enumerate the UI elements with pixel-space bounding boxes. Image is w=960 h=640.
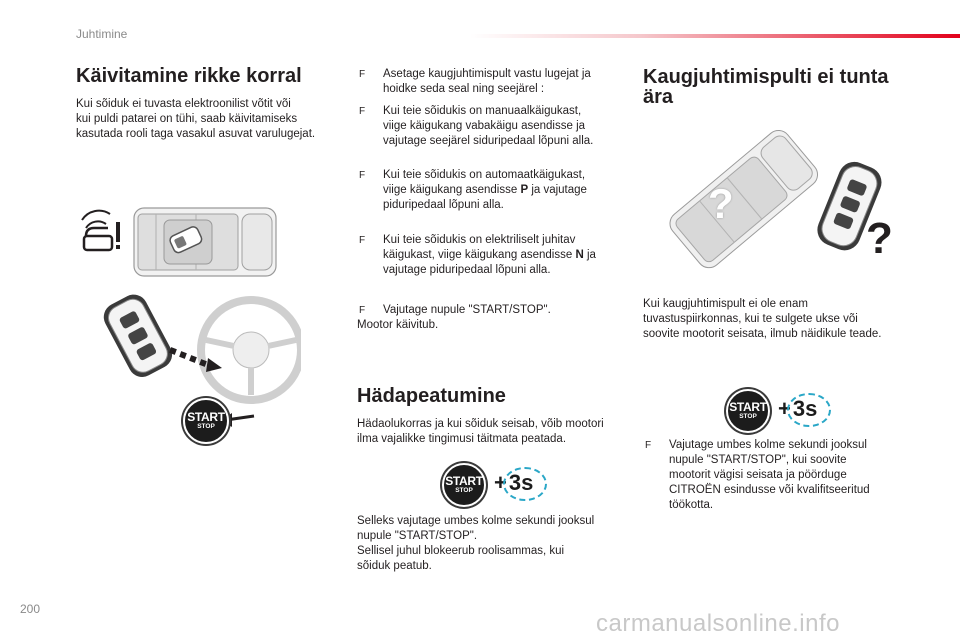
- bullet-line: töökotta.: [669, 499, 714, 511]
- bullet-line: piduripedaal lõpuni alla.: [383, 199, 504, 211]
- left-intro-line: kasutada rooli taga vasakul asuvat varulugejat.: [76, 128, 316, 140]
- bullet-line: Vajutage umbes kolme sekundi jooksul: [669, 439, 867, 451]
- question-mark-icon: ?: [866, 214, 893, 263]
- bullet-line: mootorit vägisi seisata ja pöörduge: [669, 469, 847, 481]
- start-stop-button-middle: [442, 463, 486, 507]
- start-label: START: [187, 410, 225, 424]
- bullet-line: Kui teie sõidukis on manuaalkäigukast,: [383, 105, 582, 117]
- right-text-line: tuvastuspiirkonnas, kui te sulgete ukse või: [643, 313, 858, 325]
- bullet-4: [357, 233, 596, 278]
- bullet-line: vajutage piduripedaal lõpuni alla.: [383, 264, 551, 276]
- remote-key: [99, 290, 177, 382]
- bullet-line: viige käigukang vabakäigu asendisse ja: [383, 120, 586, 132]
- stop-label: STOP: [455, 487, 473, 494]
- plus-sign: +: [778, 396, 791, 421]
- bullet-mark: F: [359, 69, 366, 80]
- bullet-line: Vajutage nupule "START/STOP".: [383, 304, 551, 316]
- bullet-mark: F: [359, 305, 366, 316]
- right-title-line: ära: [643, 86, 674, 108]
- start-label: START: [729, 400, 767, 414]
- right-text: [643, 297, 881, 342]
- emergency-text-line: Selleks vajutage umbes kolme sekundi jooksul: [357, 515, 595, 527]
- bullet-mark: F: [359, 106, 366, 117]
- emergency-intro-line: Hädaolukorras ja kui sõiduk seisab, võib mootori: [357, 418, 604, 430]
- right-bullet: [643, 438, 870, 513]
- van-top-view: [134, 208, 276, 276]
- emergency-intro-line: ilma vajalikke tingimusi täitmata peatada.: [357, 433, 567, 445]
- start-stop-button-right: [726, 389, 770, 433]
- bullet-mark: F: [645, 440, 652, 451]
- bullet-line: viige käigukang asendisse P ja vajutage: [383, 184, 587, 196]
- key-warning-icon: [82, 211, 120, 250]
- bullet-line: hoidke seda seal ning seejärel :: [383, 83, 545, 95]
- header-accent-bar: [470, 34, 960, 38]
- start-stop-button-left: [183, 398, 229, 444]
- emergency-intro: [357, 417, 604, 447]
- bullet-line: nupule "START/STOP", kui soovite: [669, 454, 847, 466]
- steering-wheel: [201, 300, 301, 400]
- dotted-arrow: [169, 347, 222, 372]
- watermark: carmanualsonline.info: [596, 610, 840, 637]
- emergency-text-line: sõiduk peatub.: [357, 560, 432, 572]
- seconds-label: 3s: [792, 396, 818, 421]
- plus-3s-badge-right: [778, 396, 819, 422]
- seconds-label: 3s: [508, 470, 534, 495]
- bullet-line: käigukast, viige käigukang asendisse N ja: [383, 249, 596, 261]
- left-intro-line: kui puldi patarei on tühi, saab käivitamiseks: [76, 113, 298, 125]
- right-title-line: Kaugjuhtimispulti ei tunta: [643, 66, 889, 88]
- bullet-1: [357, 67, 591, 97]
- stop-label: STOP: [197, 423, 215, 430]
- van-angled-view: [665, 126, 822, 273]
- section-header: Juhtimine: [76, 27, 128, 41]
- van-remote-question-illustration: [648, 125, 898, 280]
- stop-label: STOP: [739, 413, 757, 420]
- bullet-line: CITROËN esindusse või kvalifitseeritud: [669, 484, 870, 496]
- bullet-line: Kui teie sõidukis on elektriliselt juhitav: [383, 234, 576, 246]
- left-intro: [76, 97, 315, 142]
- plus-sign: +: [494, 470, 507, 495]
- bullet-line: Kui teie sõidukis on automaatkäigukast,: [383, 169, 586, 181]
- motor-starts: Mootor käivitub.: [357, 319, 439, 331]
- page-number: 200: [20, 602, 41, 616]
- bullet-mark: F: [359, 170, 366, 181]
- left-title: Käivitamine rikke korral: [76, 65, 302, 87]
- bullet-line: Asetage kaugjuhtimispult vastu lugejat ja: [383, 68, 591, 80]
- question-mark-on-van: ?: [708, 180, 734, 227]
- bullet-line: vajutage seejärel siduripedaal lõpuni alla.: [383, 135, 594, 147]
- start-label: START: [445, 474, 483, 488]
- right-text-line: soovite mootorit seisata, ilmub näidikule teade.: [643, 328, 882, 340]
- plus-3s-badge-middle: [494, 470, 535, 496]
- left-intro-line: Kui sõiduk ei tuvasta elektroonilist võtit või: [76, 98, 291, 110]
- emergency-text-line: Sellisel juhul blokeerub roolisammas, kui: [357, 545, 565, 557]
- right-title: [643, 67, 889, 107]
- emergency-title: Hädapeatumine: [357, 385, 506, 407]
- bullet-2: [357, 104, 593, 149]
- right-text-line: Kui kaugjuhtimispult ei ole enam: [643, 298, 808, 310]
- emergency-text-line: nupule "START/STOP".: [357, 530, 478, 542]
- emergency-text: [357, 514, 594, 574]
- bullet-5: [357, 303, 551, 318]
- bullet-mark: F: [359, 235, 366, 246]
- bullet-3: [357, 168, 587, 213]
